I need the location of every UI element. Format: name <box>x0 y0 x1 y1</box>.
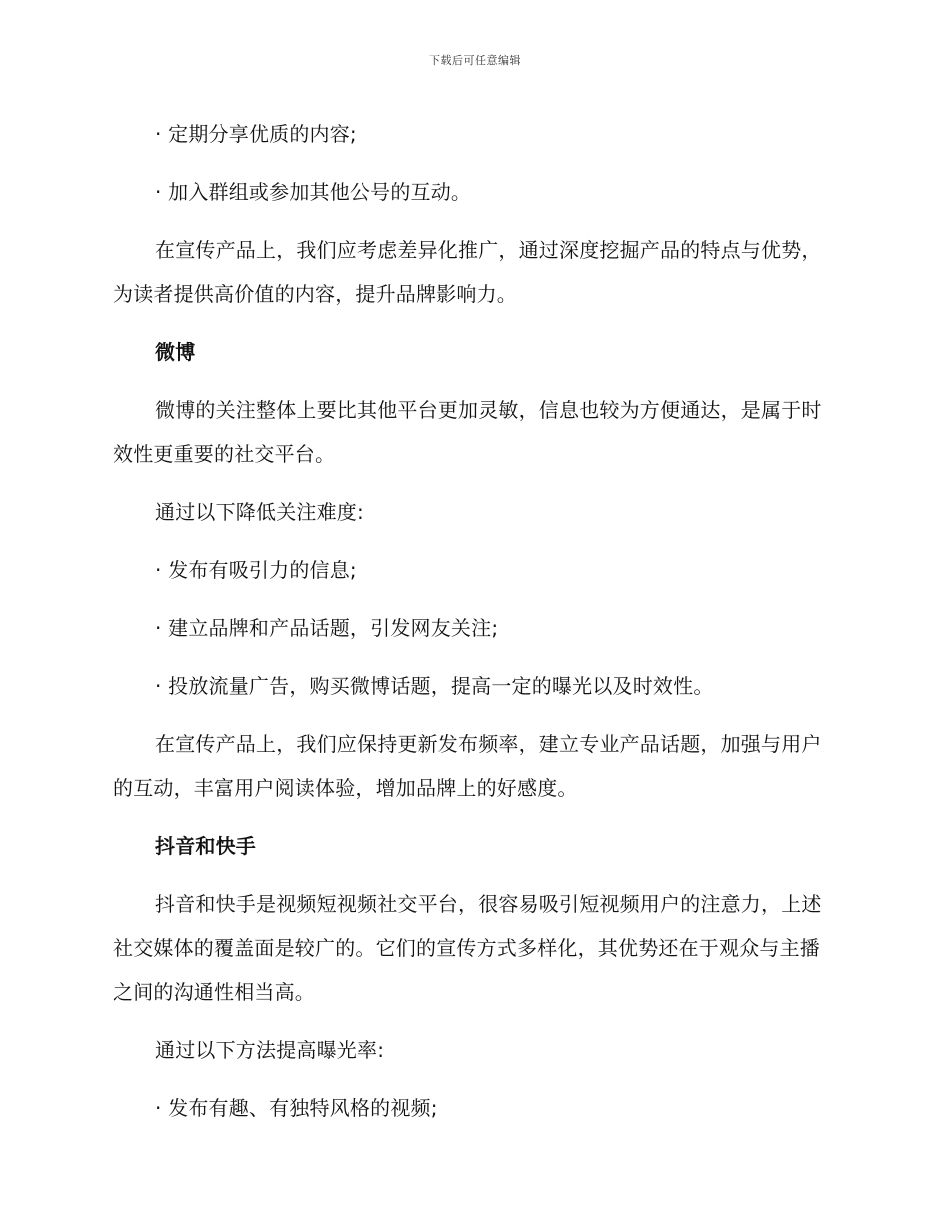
bullet-item: · 建立品牌和产品话题，引发网友关注; <box>155 616 499 640</box>
body-paragraph: 抖音和快手是视频短视频社交平台，很容易吸引短视频用户的注意力，上述社交媒体的覆盖面是较广的。它们的宣传方式多样化，其优势还在于观众与主播之间的沟通性相当高。 <box>113 892 822 1004</box>
bullet-item: · 定期分享优质的内容; <box>155 122 357 146</box>
body-paragraph: 在宣传产品上，我们应考虑差异化推广，通过深度挖掘产品的特点与优势，为读者提供高价值的内容，提升品牌影响力。 <box>113 238 822 306</box>
page-header: 下载后可任意编辑 <box>429 54 521 67</box>
section-heading: 微博 <box>155 340 196 364</box>
list-intro: 通过以下方法提高曝光率: <box>155 1038 385 1062</box>
body-paragraph: 在宣传产品上，我们应保持更新发布频率，建立专业产品话题，加强与用户的互动，丰富用户阅读体验，增加品牌上的好感度。 <box>113 732 822 800</box>
bullet-item: · 发布有吸引力的信息; <box>155 558 357 582</box>
bullet-item: · 加入群组或参加其他公号的互动。 <box>155 180 472 204</box>
section-heading: 抖音和快手 <box>155 834 256 858</box>
bullet-item: · 发布有趣、有独特风格的视频; <box>155 1096 438 1120</box>
document-body <box>113 112 835 1144</box>
body-paragraph: 微博的关注整体上要比其他平台更加灵敏，信息也较为方便通达，是属于时效性更重要的社交平台。 <box>113 398 822 466</box>
bullet-item: · 投放流量广告，购买微博话题，提高一定的曝光以及时效性。 <box>155 674 714 698</box>
list-intro: 通过以下降低关注难度: <box>155 500 364 524</box>
